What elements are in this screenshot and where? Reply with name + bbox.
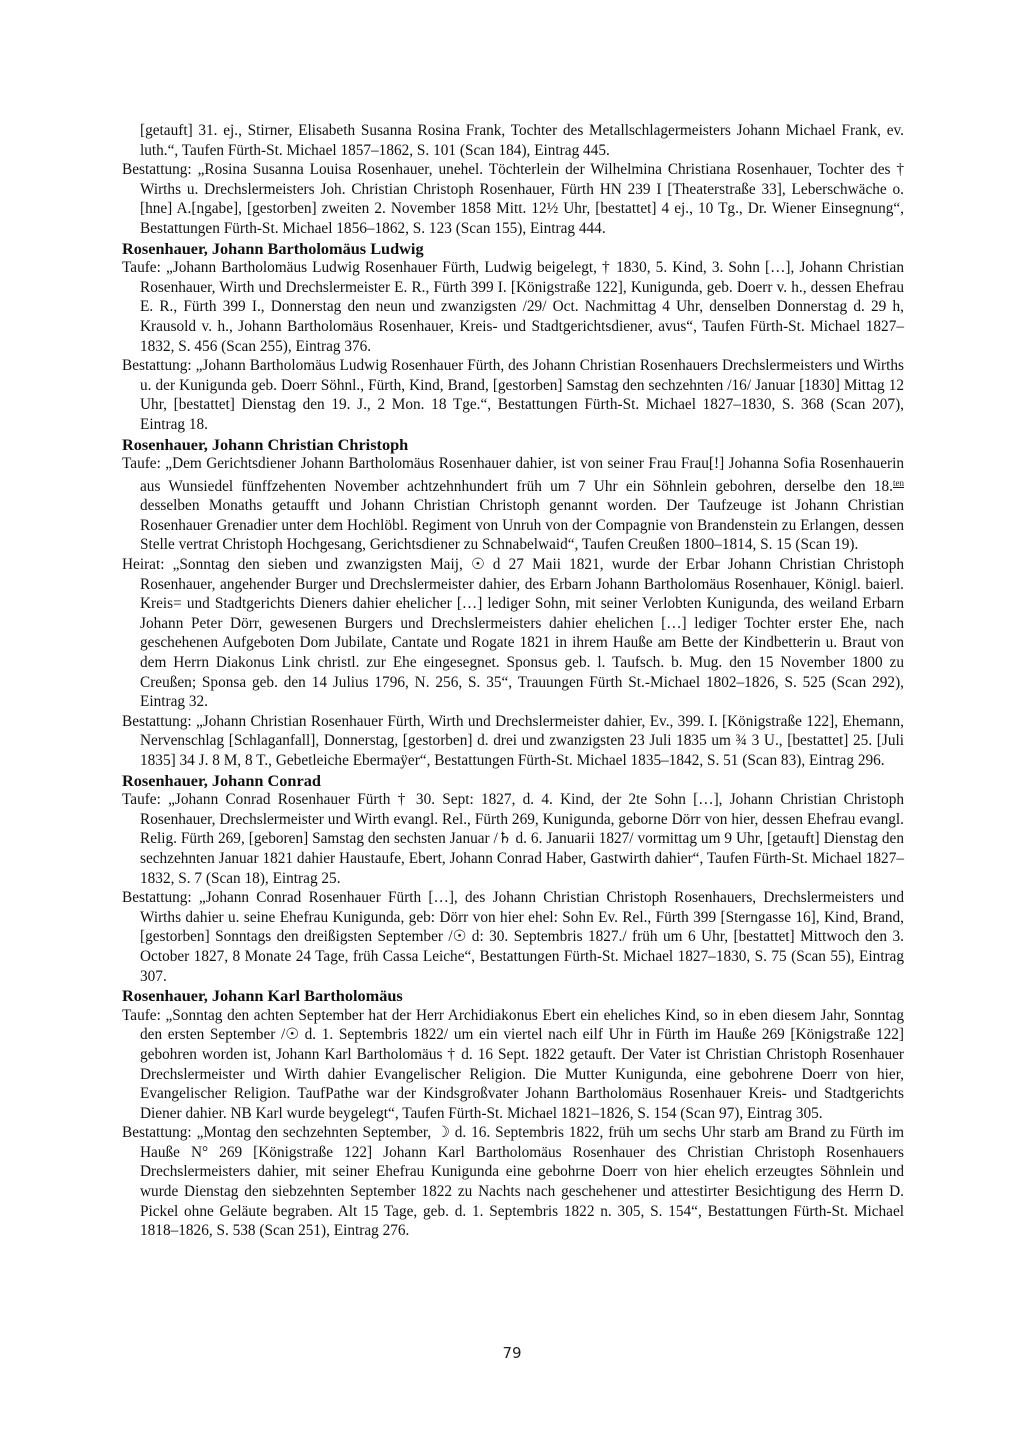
marriage-record: Heirat: „Sonntag den sieben und zwanzigsten Maij, ☉ d 27 Maii 1821, wurde der Erbar Johann Christian Christoph Rosenhauer, angehender Burger und Drechslermeister dahier, des Erbarn Johann Bartholomäus Rosenhauer, Königl. baierl. Kreis= und Stadtgerichts Dieners dahier ehelicher […] lediger Sohn, mit seiner Verlobten Kunigunda, des weiland Erbarn Johann Peter Dörr, gewesenen Burgers und Drechslermeisters dahier ehelichen […] lediger Tochter erster Ehe, nach geschehenen Aufgeboten Dom Jubilate, Cantate und Rogate 1821 in ihrem Hauße am Bette der Kindbetterin u. Braut von dem Herrn Diakonus Link christl. zur Ehe eingesegnet. Sponsus geb. l. Taufsch. b. Mug. den 15 November 1800 zu Creußen; Sponsa geb. den 14 Julius 1796, N. 256, S. 35“, Trauungen Fürth St.-Michael 1802–1826, S. 525 (Scan 292), Eintrag 32. <box>122 556 904 711</box>
burial-record: Bestattung: „Johann Bartholomäus Ludwig Rosenhauer Fürth, des Johann Christian Rosenhauers Drechslermeisters und Wirths u. der Kunigunda geb. Doerr Söhnl., Fürth, Kind, Brand, [gestorben] Samstag den sechzehnten /16/ Januar [1830] Mittag 12 Uhr, [bestattet] Dienstag den 19. J., 2 Mon. 18 Tge.“, Bestattungen Fürth-St. Michael 1827–1830, S. 368 (Scan 207), Eintrag 18. <box>122 357 904 433</box>
entry-johann-karl-bartholomaeus <box>122 986 904 1241</box>
intro-burial-record: Bestattung: „Rosina Susanna Louisa Rosenhauer, unehel. Töchterlein der Wilhelmina Christiana Rosenhauer, Tochter des † Wirths u. Drechslermeisters Joh. Christian Christoph Rosenhauer, Fürth HN 239 I [Theaterstraße 33], Leberschwäche o.[hne] A.[ngabe], [gestorben] zweiten 2. November 1858 Mitt. 12½ Uhr, [bestattet] 4 ej., 10 Tg., Dr. Wiener Einsegnung“, Bestattungen Fürth-St. Michael 1856–1862, S. 123 (Scan 155), Eintrag 444. <box>122 161 904 237</box>
baptism-record: Taufe: „Sonntag den achten September hat der Herr Archidiakonus Ebert ein eheliches Kind, so in eben diesem Jahr, Sonntag den ersten September /☉ d. 1. Septembris 1822/ um ein viertel nach eilf Uhr in Fürth im Hauße 269 [Königstraße 122] gebohren worden ist, Johann Karl Bartholomäus † d. 16 Sept. 1822 getauft. Der Vater ist Christian Christoph Rosenhauer Drechslermeister und Wirth dahier Evangelischer Religion. Die Mutter Kunigunda, eine gebohrene Doerr von hier, Evangelischer Religion. TaufPathe war der Kindsgroßvater Johann Bartholomäus Rosenhauer Kreis- und Stadtgerichts Diener dahier. NB Karl wurde beygelegt“, Taufen Fürth-St. Michael 1821–1826, S. 154 (Scan 97), Eintrag 305. <box>122 1006 904 1122</box>
document-page <box>122 121 904 1241</box>
page-number: 79 <box>502 1344 522 1362</box>
ordinal-superscript: ten <box>893 477 904 488</box>
entry-johann-conrad <box>122 771 904 987</box>
entry-heading: Rosenhauer, Johann Christian Christoph <box>122 434 409 454</box>
burial-record: Bestattung: „Montag den sechzehnten September, ☽ d. 16. Septembris 1822, früh um sechs Uhr starb am Brand zu Fürth im Hauße N° 269 [Königstraße 122] Johann Karl Bartholomäus Rosenhauer des Christian Christoph Rosenhauers Drechslermeisters dahier, mit seiner Ehefrau Kunigunda eine gebohrne Doerr von hier ehelich erzeugtes Söhnlein und wurde Dienstag den siebzehnten September 1822 zu Nachts nach geschehener und attestirter Besichtigung des Herrn D. Pickel ohne Geläute begraben. Alt 15 Tage, geb. d. 1. Septembris 1822 n. 305, S. 154“, Bestattungen Fürth-St. Michael 1818–1826, S. 538 (Scan 251), Eintrag 276. <box>122 1124 904 1240</box>
baptism-record: Taufe: „Johann Bartholomäus Ludwig Rosenhauer Fürth, Ludwig beigelegt, † 1830, 5. Kind, 3. Sohn […], Johann Christian Rosenhauer, Wirth und Drechslermeister E. R., Fürth 399 I. [Königstraße 122], Kunigunda, geb. Doerr v. h., dessen Ehefrau E. R., Fürth 399 I., Donnerstag den neun und zwanzigsten /29/ Oct. Nachmittag 4 Uhr, denselben Donnerstag d. 29 h, Krausold v. h., Johann Bartholomäus Rosenhauer, Kreis- und Stadtgerichtsdiener, avus“, Taufen Fürth-St. Michael 1827–1832, S. 456 (Scan 255), Eintrag 376. <box>122 259 904 355</box>
baptism-record <box>122 454 904 555</box>
baptism-text-part1: Taufe: „Dem Gerichtsdiener Johann Bartholomäus Rosenhauer dahier, ist von seiner Frau Frau[!] Johanna Sofia Rosenhauerin aus Wunsiedel fünffzehenten November achtzehnhundert früh um 7 Uhr ein Söhnlein gebohren, derselbe den 18. <box>122 455 904 495</box>
baptism-record: Taufe: „Johann Conrad Rosenhauer Fürth † 30. Sept: 1827, d. 4. Kind, der 2te Sohn […], Johann Christian Christoph Rosenhauer, Drechslermeister und Wirth evangl. Rel., Fürth 269, Kunigunda, geborne Dörr von hier, dessen Ehefrau evangl. Relig. Fürth 269, [geboren] Samstag den sechsten Januar /♄ d. 6. Januarii 1827/ vormittag um 9 Uhr, [getauft] Dienstag den sechzehnten Januar 1821 dahier Haustaufe, Ebert, Johann Conrad Haber, Gastwirth dahier“, Taufen Fürth-St. Michael 1827–1832, S. 7 (Scan 18), Eintrag 25. <box>122 791 904 887</box>
entry-heading: Rosenhauer, Johann Bartholomäus Ludwig <box>122 238 424 258</box>
baptism-text-part2: desselben Monaths getaufft und Johann Christian Christoph genannt worden. Der Taufzeuge ist Johann Christian Rosenhauer Grenadier unter dem Hochlöbl. Regiment von Unruh von der Compagnie von Brandenstein zu Erlangen, dessen Stelle vertrat Christoph Hochgesang, Gerichtsdiener zu Schnabelwaid“, Taufen Creußen 1800–1814, S. 15 (Scan 19). <box>140 497 904 554</box>
intro-continuation: [getauft] 31. ej., Stirner, Elisabeth Susanna Rosina Frank, Tochter des Metallschlagermeisters Johann Michael Frank, ev. luth.“, Taufen Fürth-St. Michael 1857–1862, S. 101 (Scan 184), Eintrag 445. <box>140 122 904 159</box>
entry-johann-bartholomaeus-ludwig <box>122 239 904 435</box>
entry-heading: Rosenhauer, Johann Conrad <box>122 770 321 790</box>
burial-record: Bestattung: „Johann Conrad Rosenhauer Fürth […], des Johann Christian Christoph Rosenhauers, Drechslermeisters und Wirths dahier u. seine Ehefrau Kunigunda, geb: Dörr von hier ehel: Sohn Ev. Rel., Fürth 399 [Sterngasse 16], Kind, Brand, [gestorben] Sonntags den dreißigsten September /☉ d: 30. Septembris 1827./ früh um 6 Uhr, [bestattet] Mittwoch den 3. October 1827, 8 Monate 24 Tage, früh Cassa Leiche“, Bestattungen Fürth-St. Michael 1827–1830, S. 75 (Scan 55), Eintrag 307. <box>122 889 904 985</box>
entry-heading: Rosenhauer, Johann Karl Bartholomäus <box>122 986 403 1006</box>
entry-johann-christian-christoph <box>122 435 904 771</box>
burial-record: Bestattung: „Johann Christian Rosenhauer Fürth, Wirth und Drechslermeister dahier, Ev., 399. I. [Königstraße 122], Ehemann, Nervenschlag [Schlaganfall], Donnerstag, [gestorben] d. drei und zwanzigsten 23 Juli 1835 um ¾ 3 U., [bestattet] 25. [Juli 1835] 34 J. 8 M, 8 T., Gebetleiche Ebermaÿer“, Bestattungen Fürth-St. Michael 1835–1842, S. 51 (Scan 83), Eintrag 296. <box>122 712 904 769</box>
